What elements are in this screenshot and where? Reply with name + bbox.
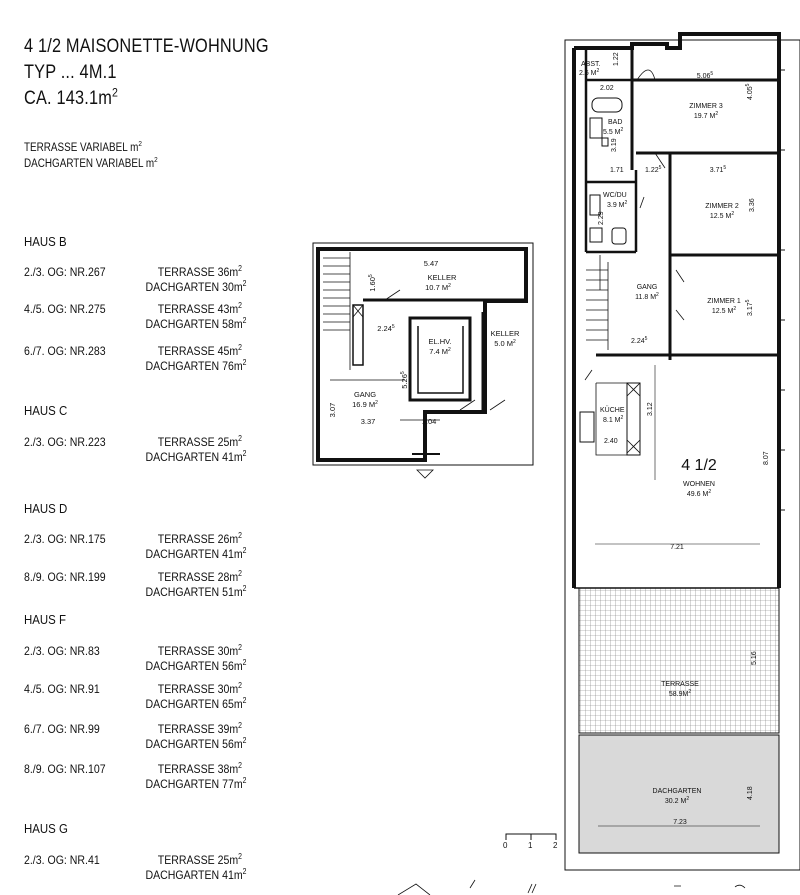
dim-label: 3.37 — [360, 417, 376, 426]
terrasse-hatch — [579, 588, 779, 733]
dim-label: 1.71 — [610, 167, 624, 174]
room-label-gang: GANG — [353, 390, 377, 399]
room-area-wohnen: 49.6 $M^2$ — [686, 489, 712, 498]
room-area-kueche: 8.1 $M^2$ — [603, 415, 624, 424]
unit-row: 4./5. OG: NR.275 TERRASSE $43m^2$ DACHGARTEN $58m^2$ — [24, 301, 247, 331]
room-label-wcdu: WC/DU — [603, 192, 627, 199]
room-area-keller: 10.7 $M^2$ — [425, 283, 451, 292]
unit-row: 2./3. OG: NR.41 TERRASSE $25m^2$ DACHGARTEN $41m^2$ — [24, 852, 247, 882]
dim-label: 1.04 — [421, 417, 437, 426]
unit-row: 6./7. OG: NR.283 TERRASSE $45m^2$ DACHGARTEN $76m^2$ — [24, 343, 247, 373]
dim-label: 2.29 — [598, 211, 605, 225]
dim-label: 4.18 — [747, 786, 754, 800]
dim-label: 7.21 — [670, 544, 684, 551]
unit-row: 2./3. OG: NR.83 TERRASSE $30m^2$ DACHGARTEN $56m^2$ — [24, 643, 247, 673]
room-label-dachgarten: DACHGARTEN — [652, 788, 702, 795]
dim-label: 1.60$^5$ — [368, 274, 377, 292]
room-label-zimmer-2: ZIMMER 2 — [705, 203, 739, 210]
dim-label: 2.24$^5$ — [631, 336, 648, 345]
unit-row: 4./5. OG: NR.91 TERRASSE $30m^2$ DACHGARTEN $65m^2$ — [24, 681, 247, 711]
haus-g-heading: HAUS G — [24, 821, 68, 836]
dim-label: 5.26$^5$ — [400, 371, 409, 389]
dim-label: 8.07 — [763, 451, 770, 465]
room-area-zimmer-3: 19.7 $M^2$ — [693, 111, 719, 120]
lower-floor-plan — [313, 243, 533, 478]
title-line-2: TYP ... 4M.1 — [24, 62, 117, 83]
haus-c-heading: HAUS C — [24, 403, 68, 418]
room-label-terrasse: TERRASSE — [661, 681, 699, 688]
unit-row: 2./3. OG: NR.267 TERRASSE $36m^2$ DACHGARTEN $30m^2$ — [24, 264, 247, 294]
room-label-keller-2: KELLER — [490, 329, 520, 338]
scale-tick-2: 2 — [553, 841, 558, 850]
dachgarten-summary: DACHGARTEN VARIABEL $m^2$ — [24, 155, 158, 170]
room-label-gang-upper: GANG — [636, 284, 658, 291]
dim-label: 3.36 — [749, 198, 756, 212]
dim-label: 3.71$^5$ — [709, 165, 727, 174]
dim-label: 4.05$^5$ — [745, 83, 754, 100]
unit-row: 6./7. OG: NR.99 TERRASSE $39m^2$ DACHGARTEN $56m^2$ — [24, 721, 247, 751]
title-line-1: 4 1/2 MAISONETTE-WOHNUNG — [24, 36, 269, 57]
dim-label: 3.07 — [328, 402, 337, 418]
scale-bar — [503, 834, 558, 850]
haus-b-heading: HAUS B — [24, 234, 67, 249]
el-hv-walls — [410, 318, 470, 400]
room-area-terrasse: $58.9M^2$ — [668, 689, 692, 698]
haus-d-heading: HAUS D — [24, 501, 68, 516]
room-area-gang-upper: 11.8 $M^2$ — [635, 292, 659, 301]
dim-label: 3.19 — [611, 138, 618, 152]
room-label-wohnen: WOHNEN — [683, 481, 715, 488]
terrasse-summary: TERRASSE VARIABEL $m^2$ — [24, 139, 142, 154]
scale-tick-0: 0 — [503, 841, 508, 850]
room-area-wcdu: 3.9 $M^2$ — [607, 200, 628, 209]
dim-label: 2.02 — [600, 85, 614, 92]
room-label-keller: KELLER — [427, 273, 457, 282]
room-label-kueche: KÜCHE — [600, 407, 625, 414]
dim-label: 2.24$^5$ — [377, 324, 395, 333]
room-area-gang: 16.9 $M^2$ — [352, 400, 378, 409]
room-area-abst: 2.6 $M^2$ — [579, 68, 600, 77]
unit-big-label: 4 1/2 — [681, 457, 717, 474]
room-area-bad: 5.5 $M^2$ — [603, 127, 624, 136]
bottom-cropped-marks — [398, 880, 745, 895]
title-line-3: CA. $143.1m^2$ — [24, 85, 119, 109]
dim-label: 7.23 — [673, 819, 687, 826]
room-label-bad: BAD — [608, 119, 623, 126]
dim-label: 3.17$^5$ — [745, 299, 754, 316]
lower-outer-wall — [318, 249, 526, 460]
room-label-elhv: EL.HV. — [428, 337, 452, 346]
room-label-abst: ABST. — [581, 61, 601, 68]
room-area-dachgarten: 30.2 $M^2$ — [664, 796, 690, 805]
unit-row: 2./3. OG: NR.175 TERRASSE $26m^2$ DACHGARTEN $41m^2$ — [24, 531, 247, 561]
unit-row: 2./3. OG: NR.223 TERRASSE $25m^2$ DACHGARTEN $41m^2$ — [24, 434, 247, 464]
dim-label: 5.16 — [751, 651, 758, 665]
dim-label: 1.22$^5$ — [645, 165, 662, 174]
haus-f-heading: HAUS F — [24, 612, 66, 627]
room-area-zimmer-2: 12.5 $M^2$ — [709, 211, 735, 220]
unit-row: 8./9. OG: NR.107 TERRASSE $38m^2$ DACHGARTEN $77m^2$ — [24, 761, 247, 791]
dim-label: 1.22 — [613, 52, 620, 66]
lower-stair — [323, 252, 350, 370]
room-label-zimmer-3: ZIMMER 3 — [689, 103, 723, 110]
dim-label: 3.12 — [647, 402, 654, 416]
room-area-zimmer-1: 12.5 $M^2$ — [711, 306, 737, 315]
unit-row: 8./9. OG: NR.199 TERRASSE $28m^2$ DACHGARTEN $51m^2$ — [24, 569, 247, 599]
room-area-keller-2: 5.0 $M^2$ — [494, 339, 516, 348]
upper-stair — [586, 262, 608, 350]
room-label-zimmer-1: ZIMMER 1 — [707, 298, 741, 305]
room-area-elhv: 7.4 $M^2$ — [429, 347, 451, 356]
scale-tick-1: 1 — [528, 841, 533, 850]
dim-label: 2.40 — [604, 438, 618, 445]
dim-label: 5.47 — [423, 259, 439, 268]
dim-label: 5.06$^5$ — [696, 71, 714, 80]
